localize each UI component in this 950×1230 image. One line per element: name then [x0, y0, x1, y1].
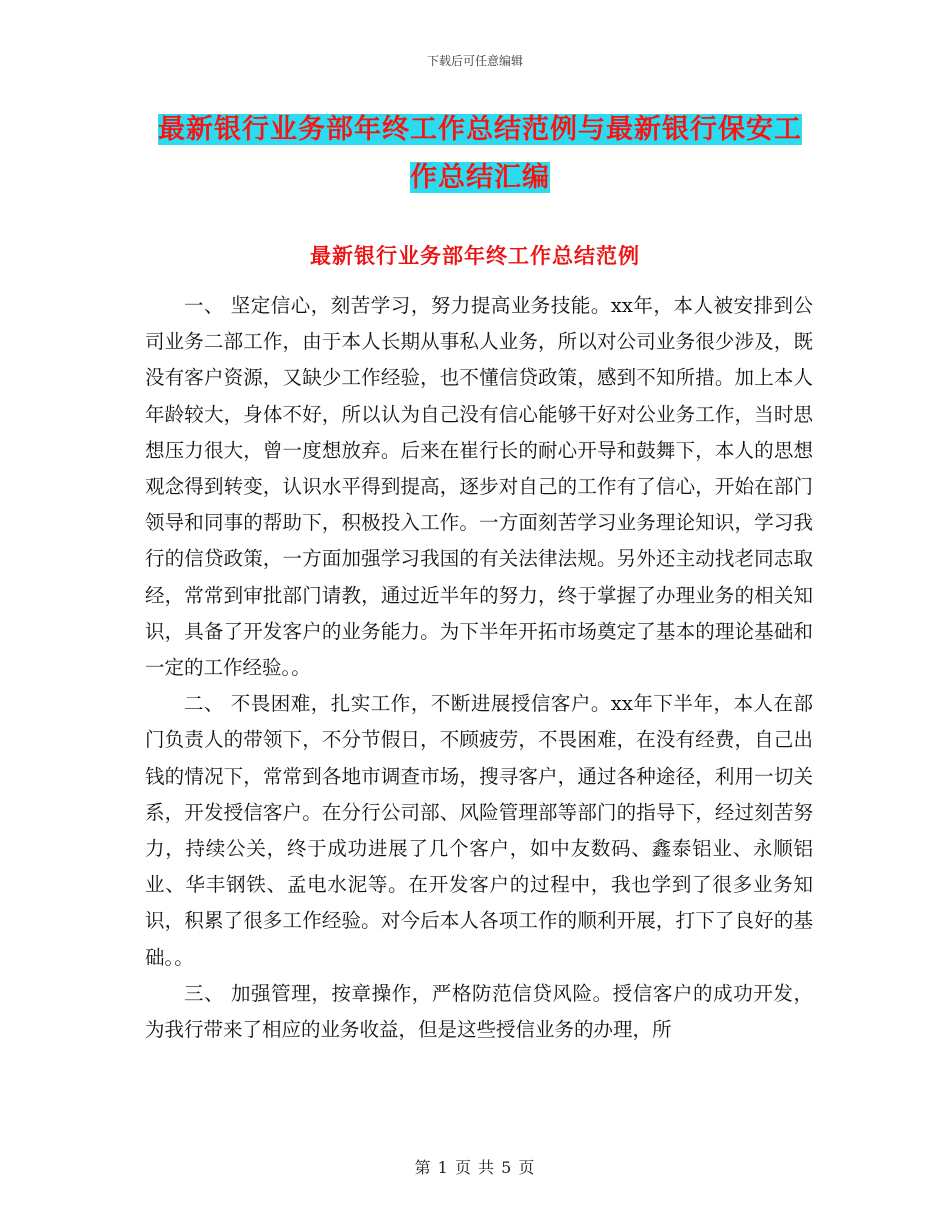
document-title-line-2: 作总结汇编	[410, 162, 550, 193]
body-text	[145, 288, 813, 1048]
page-header: 下载后可任意编辑	[426, 54, 523, 68]
paragraph-3: 三、 加强管理，按章操作，严格防范信贷风险。授信客户的成功开发，为我行带来了相应的业务收益，但是这些授信业务的办理，所	[145, 981, 813, 1042]
paragraph-2: 二、 不畏困难，扎实工作，不断进展授信客户。xx年下半年，本人在部门负责人的带领下，不分节假日，不顾疲劳，不畏困难，在没有经费，自己出钱的情况下，常常到各地市调查市场，搜寻客户，通过各种途径，利用一切关系，开发授信客户。在分行公司部、风险管理部等部门的指导下，经过刻苦努力，持续公关，终于成功进展了几个客户，如中友数码、鑫泰铝业、永顺铝业、华丰钢铁、孟电水泥等。在开发客户的过程中，我也学到了很多业务知识，积累了很多工作经验。对今后本人各项工作的顺利开展，打下了良好的基础。。	[145, 692, 813, 969]
page-number-footer: 第 1 页 共 5 页	[414, 1158, 536, 1177]
document-title	[130, 106, 830, 202]
document-title-line-1: 最新银行业务部年终工作总结范例与最新银行保安工	[158, 114, 802, 145]
section-title: 最新银行业务部年终工作总结范例	[310, 243, 640, 268]
paragraph-1: 一、 坚定信心，刻苦学习，努力提高业务技能。xx年，本人被安排到公司业务二部工作，由于本人长期从事私人业务，所以对公司业务很少涉及，既没有客户资源，又缺少工作经验，也不懂信贷政策，感到不知所措。加上本人年龄较大，身体不好，所以认为自己没有信心能够干好对公业务工作，当时思想压力很大，曾一度想放弃。后来在崔行长的耐心开导和鼓舞下，本人的思想观念得到转变，认识水平得到提高，逐步对自己的工作有了信心，开始在部门领导和同事的帮助下，积极投入工作。一方面刻苦学习业务理论知识，学习我行的信贷政策，一方面加强学习我国的有关法律法规。另外还主动找老同志取经，常常到审批部门请教，通过近半年的努力，终于掌握了办理业务的相关知识，具备了开发客户的业务能力。为下半年开拓市场奠定了基本的理论基础和一定的工作经验。。	[145, 294, 813, 680]
